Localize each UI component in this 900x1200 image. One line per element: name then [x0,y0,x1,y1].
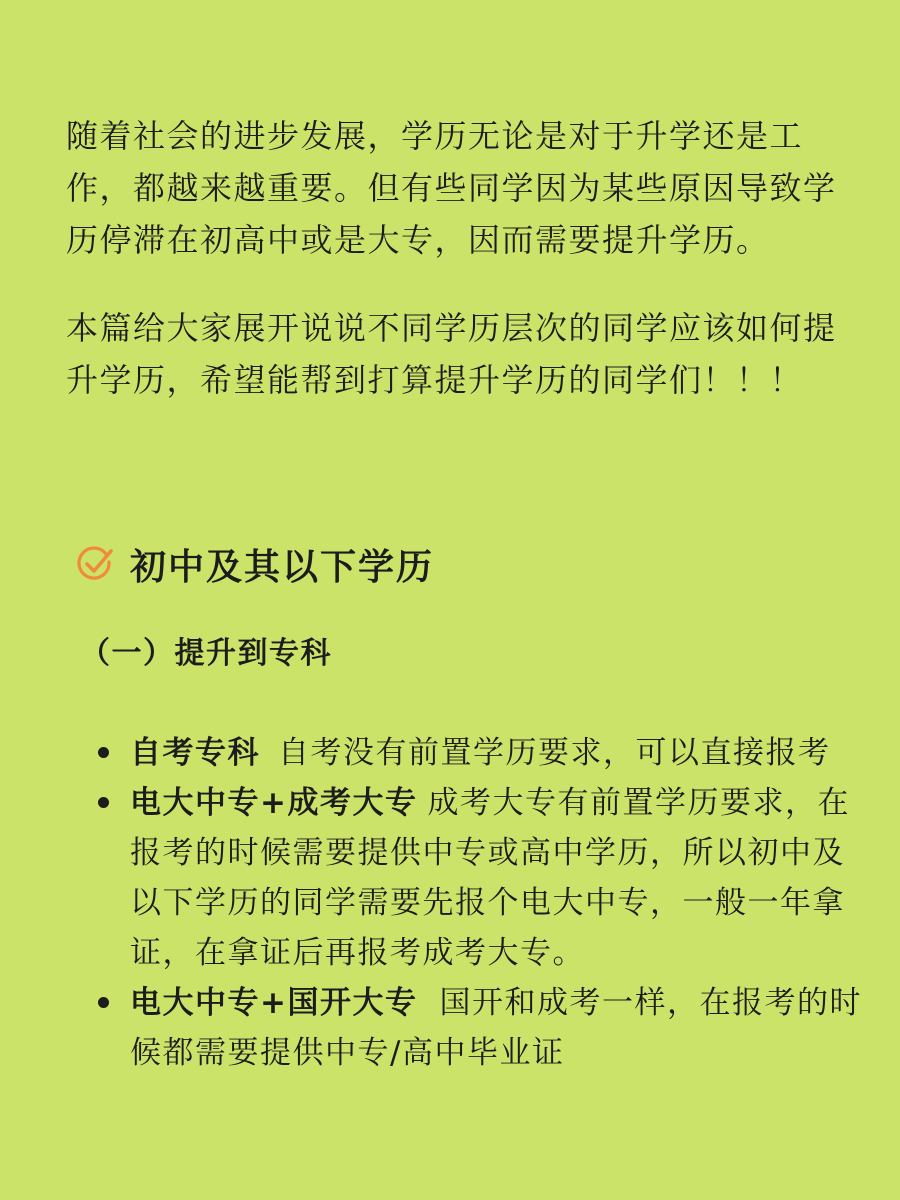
section-title: 初中及其以下学历 [130,546,435,588]
bullet-text: 自考没有前置学历要求，可以直接报考 [278,735,831,771]
bullet-text: 成考大专有前置学历要求，在报考的时候需要提供中专或高中学历，所以初中及以下学历的同学需要先报个电大中专，一般一年拿证，在拿证后再报考成考大专。 [130,785,850,971]
bullet-list [96,728,876,1078]
bullet-term: 自考专科 [130,735,260,771]
sub-heading: （一）提升到专科 [80,636,332,671]
bullet-dot-icon [98,747,109,758]
list-item [96,728,876,778]
bullet-dot-icon [98,997,109,1008]
list-item [96,778,876,978]
list-item [96,978,876,1078]
bullet-dot-icon [98,797,109,808]
bullet-text: 国开和成考一样，在报考的时候都需要提供中专/高中毕业证 [130,985,862,1071]
bullet-term: 电大中专+成考大专 [130,785,418,821]
bullet-term: 电大中专+国开大专 [130,985,418,1021]
intro-paragraph-1: 随着社会的进步发展，学历无论是对于升学还是工作，都越来越重要。但有些同学因为某些原因导致学历停滞在初高中或是大专，因而需要提升学历。 [66,117,837,259]
section-heading [76,536,434,592]
intro-paragraph-2: 本篇给大家展开说说不同学历层次的同学应该如何提升学历，希望能帮到打算提升学历的同学们！！！ [66,309,837,399]
checkmark-circle-icon [76,545,114,583]
